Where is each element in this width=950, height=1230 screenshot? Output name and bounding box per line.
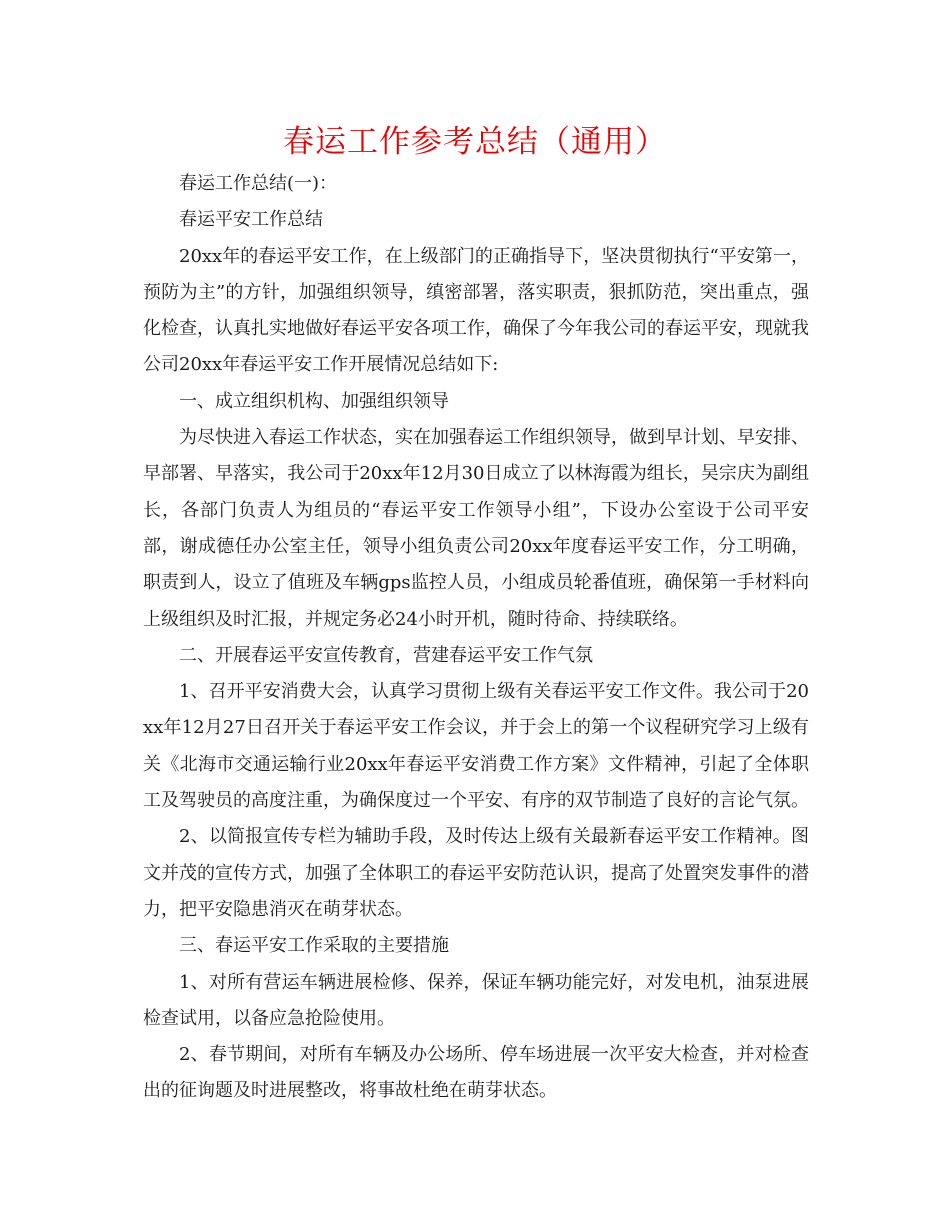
paragraph-heading: 春运平安工作总结 (179, 209, 323, 231)
paragraph-subtitle: 春运工作总结(一)： (179, 173, 338, 194)
paragraph-maintenance: 1、对所有营运车辆进展检修、保养，保证车辆功能完好，对发电机，油泵进展检查试用，以备应急抢险使用。 (143, 971, 809, 1029)
paragraph-meeting: 1、召开平安消费大会，认真学习贯彻上级有关春运平安工作文件。我公司于20xx年12月27日召开关于春运平安工作会议，并于会上的第一个议程研究学习上级有关《北海市交通运输行业20xx年春运平安消费工作方案》文件精神，引起了全体职工及驾驶员的高度注重，为确保度过一个平安、有序的双节制造了良好的言论气氛。 (143, 681, 809, 812)
paragraph-organization: 为尽快进入春运工作状态，实在加强春运工作组织领导，做到早计划、早安排、早部署、早落实，我公司于20xx年12月30日成立了以林海霞为组长，吴宗庆为副组长，各部门负责人为组员的“春运平安工作领导小组”，下设办公室设于公司平安部，谢成德任办公室主任，领导小组负责公司20xx年度春运平安工作，分工明确，职责到人，设立了值班及车辆gps监控人员，小组成员轮番值班，确保第一手材料向上级组织及时汇报，并规定务必24小时开机，随时待命、持续联络。 (143, 427, 809, 630)
paragraph-inspection: 2、春节期间，对所有车辆及办公场所、停车场进展一次平安大检查，并对检查出的征询题及时进展整改，将事故杜绝在萌芽状态。 (143, 1044, 809, 1102)
document-title: 春运工作参考总结（通用） (283, 124, 667, 160)
paragraph-publicity: 2、以简报宣传专栏为辅助手段，及时传达上级有关最新春运平安工作精神。图文并茂的宣传方式，加强了全体职工的春运平安防范认识，提高了处置突发事件的潜力，把平安隐患消灭在萌芽状态。 (143, 826, 809, 920)
paragraph-intro: 20xx年的春运平安工作，在上级部门的正确指导下，坚决贯彻执行“平安第一，预防为主”的方针，加强组织领导，缜密部署，落实职责，狠抓防范，突出重点，强化检查，认真扎实地做好春运平安各项工作，确保了今年我公司的春运平安，现就我公司20xx年春运平安工作开展情况总结如下: (143, 245, 809, 376)
document-body (143, 166, 809, 1110)
section-heading-2: 二、开展春运平安宣传教育，营建春运平安工作气氛 (179, 644, 593, 666)
section-heading-1: 一、成立组织机构、加强组织领导 (179, 390, 449, 412)
section-heading-3: 三、春运平安工作采取的主要措施 (179, 935, 449, 957)
